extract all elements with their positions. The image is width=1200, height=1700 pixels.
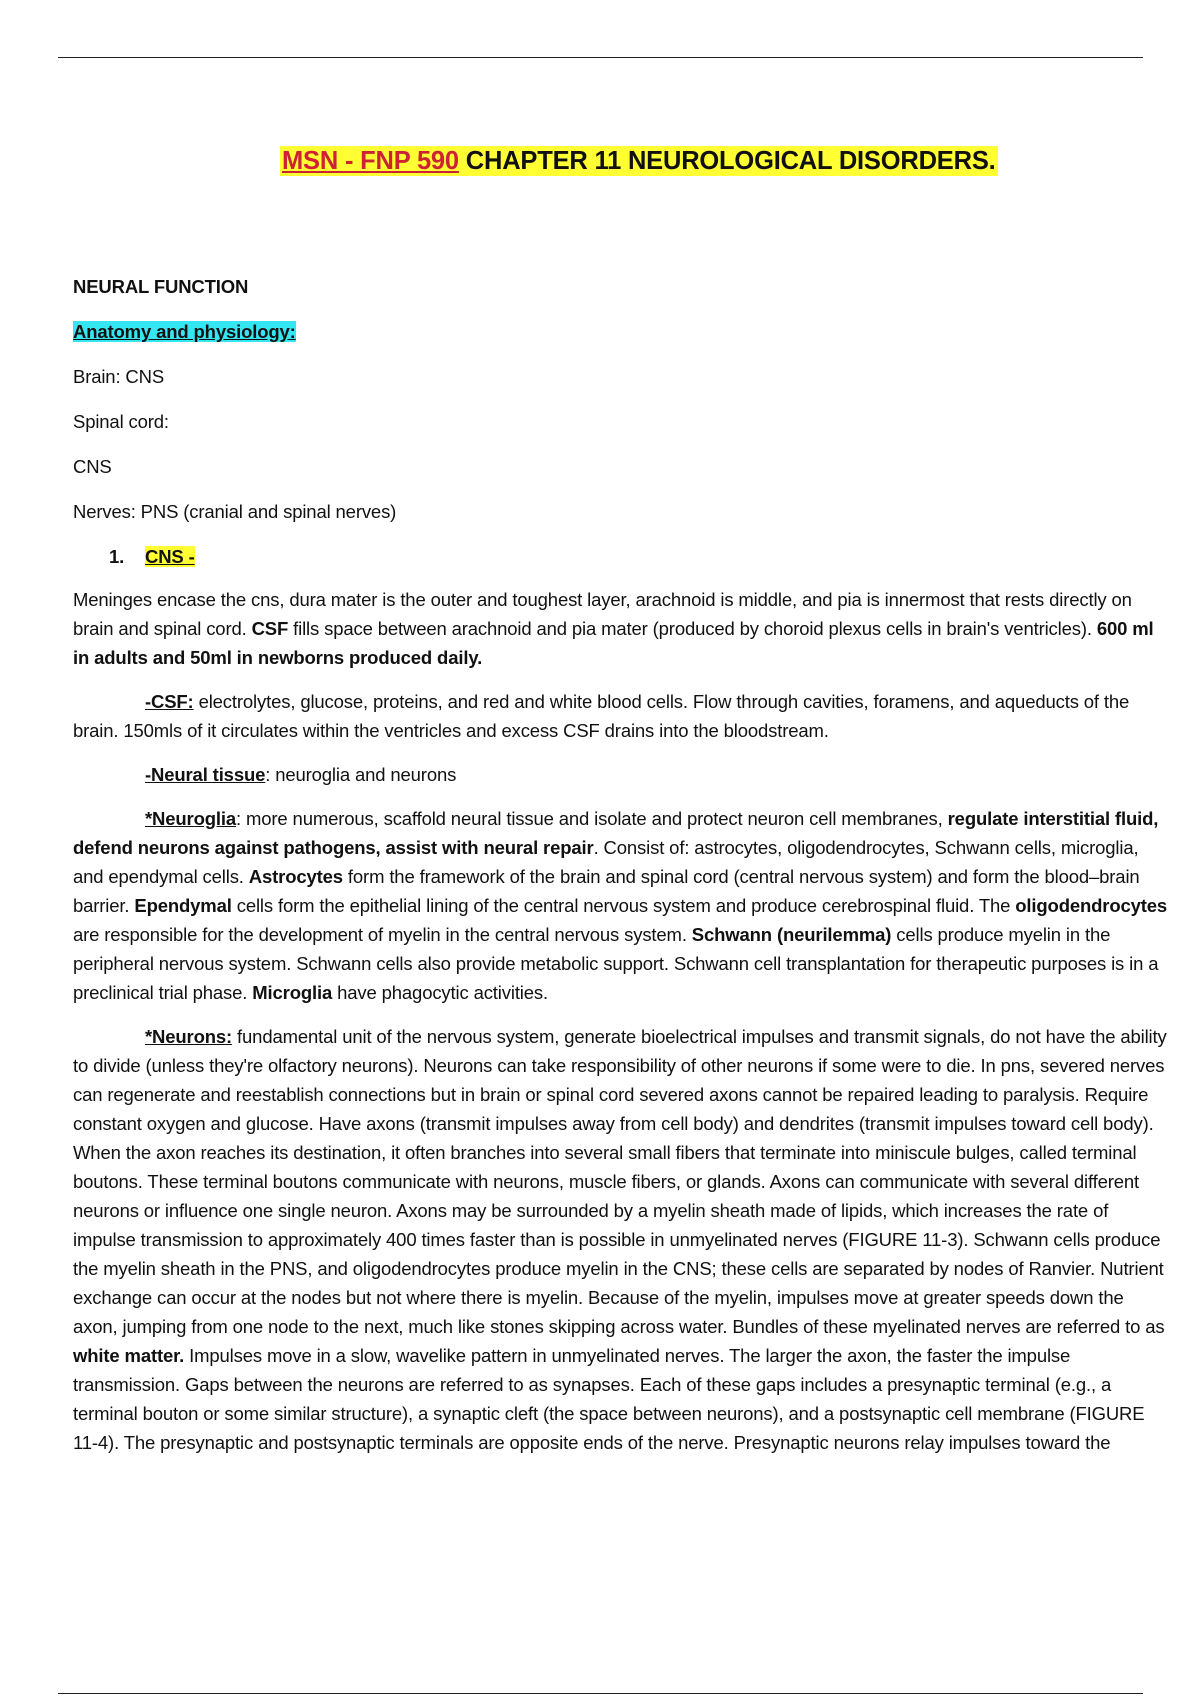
neuroglia-bold: Schwann (neurilemma)	[691, 924, 892, 945]
neural-tissue-paragraph	[73, 760, 1168, 789]
meninges-paragraph	[73, 585, 1168, 672]
subheading: Anatomy and physiology:	[73, 321, 296, 342]
neurons-bold: white matter.	[73, 1345, 185, 1366]
neuroglia-bold: Ependymal	[134, 895, 232, 916]
meninges-bold: CSF	[251, 618, 289, 639]
document-body	[73, 272, 1168, 1472]
neuroglia-bold: oligodendrocytes	[1015, 895, 1168, 916]
neuroglia-bold: regulate interstitial fluid, defend neurons against pathogens, assist with neural repair	[73, 808, 1159, 858]
chapter-title: CHAPTER 11 NEUROLOGICAL DISORDERS.	[458, 147, 996, 175]
spinal-cord-line: Spinal cord:	[73, 411, 169, 432]
section-heading: NEURAL FUNCTION	[73, 276, 249, 297]
neuroglia-label: *Neuroglia	[145, 808, 237, 829]
neurons-text: fundamental unit of the nervous system, generate bioelectrical impulses and transmit signals, do not have the ability to divide (unless they're olfactory neurons). Neurons can take responsibility of other neurons if some were to die. In pns, severed nerves can regenerate and reestablish connections but in brain or spinal cord severed axons cannot be repaired leading to paralysis. Require constant oxygen and glucose. Have axons (transmit impulses away from cell body) and dendrites (transmit impulses toward cell body). When the axon reaches its destination, it often branches into several small fibers that terminate into miniscule bulges, called terminal boutons. These terminal boutons communicate with neurons, muscle fibers, or glands. Axons can communicate with several different neurons or influence one single neuron. Axons may be surrounded by a myelin sheath made of lipids, which increases the rate of impulse transmission to approximately 400 times faster than is possible in unmyelinated nerves (FIGURE 11-3). Schwann cells produce the myelin sheath in the PNS, and oligodendrocytes produce myelin in the CNS; these cells are separated by nodes of Ranvier. Nutrient exchange can occur at the nodes but not where there is myelin. Because of the myelin, impulses move at greater speeds down the axon, jumping from one node to the next, much like stones skipping across water. Bundles of these myelinated nerves are referred to as	[73, 1026, 1167, 1337]
csf-paragraph	[73, 687, 1168, 745]
neuroglia-text: are responsible for the development of myelin in the central nervous system.	[73, 924, 692, 945]
list-label: CNS -	[145, 546, 195, 567]
neuroglia-text: form the framework of the brain and spinal cord (central nervous system) and form the blood–brain barrier.	[73, 866, 1140, 916]
cns-line: CNS	[73, 456, 112, 477]
neurons-paragraph	[73, 1022, 1168, 1457]
csf-text: electrolytes, glucose, proteins, and red and white blood cells. Flow through cavities, foramens, and aqueducts of the brain. 150mls of it circulates within the ventricles and excess CSF drains into the bloodstream.	[73, 691, 1130, 741]
neurons-text: Impulses move in a slow, wavelike pattern in unmyelinated nerves. The larger the axon, the faster the impulse transmission. Gaps between the neurons are referred to as synapses. Each of these gaps includes a presynaptic terminal (e.g., a terminal bouton or some similar structure), a synaptic cleft (the space between neurons), and a postsynaptic cell membrane (FIGURE 11-4). The presynaptic and postsynaptic terminals are opposite ends of the nerve. Presynaptic neurons relay impulses toward the	[73, 1345, 1145, 1453]
neurons-label: *Neurons:	[145, 1026, 233, 1047]
neural-tissue-label: -Neural tissue	[145, 764, 266, 785]
neuroglia-text: cells form the epithelial lining of the central nervous system and produce cerebrospinal fluid. The	[231, 895, 1016, 916]
neuroglia-paragraph	[73, 804, 1168, 1007]
footer-rule	[58, 1693, 1143, 1694]
neuroglia-text: : more numerous, scaffold neural tissue and isolate and protect neuron cell membranes,	[236, 808, 948, 829]
neuroglia-text: cells produce myelin in the peripheral nervous system. Schwann cells also provide metabolic support. Schwann cell transplantation for therapeutic purposes is in a preclinical trial phase.	[73, 924, 1159, 1003]
brain-line: Brain: CNS	[73, 366, 165, 387]
subheading-line	[73, 317, 1168, 346]
meninges-bold: 600 ml in adults and 50ml in newborns produced daily.	[73, 618, 1154, 668]
header-rule	[58, 57, 1143, 58]
meninges-text: Meninges encase the cns, dura mater is the outer and toughest layer, arachnoid is middle, and pia is innermost that rests directly on brain and spinal cord.	[73, 589, 1132, 639]
neuroglia-text: have phagocytic activities.	[332, 982, 548, 1003]
neural-tissue-text: : neuroglia and neurons	[265, 764, 457, 785]
meninges-text: fills space between arachnoid and pia mater (produced by choroid plexus cells in brain's ventricles).	[288, 618, 1097, 639]
list-item	[109, 542, 1168, 571]
nerves-line: Nerves: PNS (cranial and spinal nerves)	[73, 501, 397, 522]
neuroglia-text: . Consist of: astrocytes, oligodendrocytes, Schwann cells, microglia, and ependymal cells.	[73, 837, 1139, 887]
list-number: 1.	[109, 546, 125, 567]
course-code: MSN - FNP 590	[282, 147, 459, 175]
neuroglia-bold: Microglia	[252, 982, 333, 1003]
neuroglia-bold: Astrocytes	[248, 866, 343, 887]
csf-label: -CSF:	[145, 691, 194, 712]
document-title	[280, 146, 998, 176]
